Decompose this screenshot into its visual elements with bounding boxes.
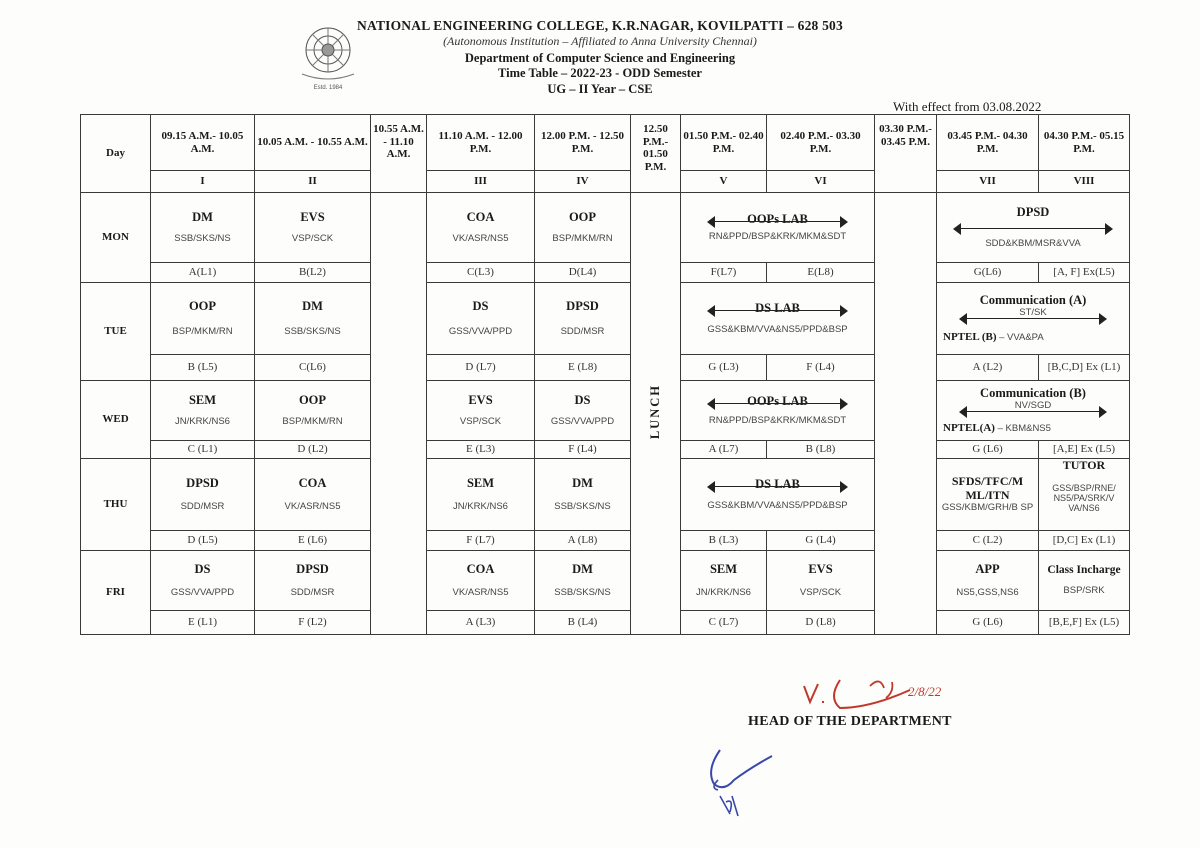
subject-cell: DPSD SDD/MSR	[151, 459, 255, 531]
lab-room: B (L8)	[767, 441, 875, 459]
period-number: II	[255, 171, 371, 193]
double-arrow-icon	[707, 216, 848, 228]
lab-room: G (L6)	[937, 611, 1039, 635]
period-number: III	[427, 171, 535, 193]
subject-cell: OOP BSP/MKM/RN	[535, 193, 631, 263]
lab-room: C(L3)	[427, 263, 535, 283]
lab-room: A(L1)	[151, 263, 255, 283]
subject-cell: DS GSS/VVA/PPD	[427, 283, 535, 355]
break-time: 03.30 P.M.- 03.45 P.M.	[875, 115, 937, 193]
slot-time: 12.00 P.M. - 12.50 P.M.	[535, 115, 631, 171]
subject-cell: COA VK/ASR/NS5	[255, 459, 371, 531]
subject-cell: TUTOR GSS/BSP/RNE/ NS5/PA/SRK/V VA/NS6	[1039, 459, 1130, 531]
lab-room: G (L6)	[937, 441, 1039, 459]
timetable	[80, 114, 1130, 635]
slot-time: 10.05 A.M. - 10.55 A.M.	[255, 115, 371, 171]
lab-cell: OOPs LAB RN&PPD/BSP&KRK/MKM&SDT	[681, 193, 875, 263]
slot-time: 03.45 P.M.- 04.30 P.M.	[937, 115, 1039, 171]
lab-room: [B,E,F] Ex (L5)	[1039, 611, 1130, 635]
lab-room: D(L4)	[535, 263, 631, 283]
day-header: Day	[81, 115, 151, 193]
lab-room: [B,C,D] Ex (L1)	[1039, 355, 1130, 381]
lunch-time: 12.50 P.M.- 01.50 P.M.	[631, 115, 681, 193]
lab-room: F (L4)	[535, 441, 631, 459]
class-name: UG – II Year – CSE	[547, 82, 653, 96]
head-of-department-label: HEAD OF THE DEPARTMENT	[748, 714, 952, 729]
subject-cell: OOP BSP/MKM/RN	[151, 283, 255, 355]
lab-room: E (L1)	[151, 611, 255, 635]
double-arrow-icon	[953, 223, 1113, 235]
lab-room: F(L7)	[681, 263, 767, 283]
subject-cell: EVS VSP/SCK	[255, 193, 371, 263]
table-row	[81, 193, 1130, 263]
subject-cell: COA VK/ASR/NS5	[427, 551, 535, 611]
subject-cell: DM SSB/SKS/NS	[535, 551, 631, 611]
lab-room: G (L3)	[681, 355, 767, 381]
table-row	[81, 263, 1130, 283]
table-row	[81, 459, 1130, 531]
period-number: VIII	[1039, 171, 1130, 193]
lab-cell: Communication (B) NV/SGD NPTEL(A) – KBM&NS5	[937, 381, 1130, 441]
lab-room: F (L2)	[255, 611, 371, 635]
lab-room: B (L5)	[151, 355, 255, 381]
subject-cell: DS GSS/VVA/PPD	[535, 381, 631, 441]
period-number: V	[681, 171, 767, 193]
lab-room: F (L4)	[767, 355, 875, 381]
subject-cell: DPSD SDD/MSR	[255, 551, 371, 611]
table-row	[81, 355, 1130, 381]
subject-cell: EVS VSP/SCK	[427, 381, 535, 441]
day-label: TUE	[81, 283, 151, 381]
lab-cell: OOPs LAB RN&PPD/BSP&KRK/MKM&SDT	[681, 381, 875, 441]
lab-room: A (L7)	[681, 441, 767, 459]
table-row	[81, 551, 1130, 611]
period-row	[81, 171, 1130, 193]
period-number: VII	[937, 171, 1039, 193]
lab-room: C(L6)	[255, 355, 371, 381]
timetable-title: Time Table – 2022-23 - ODD Semester	[498, 66, 702, 80]
subject-cell: DS GSS/VVA/PPD	[151, 551, 255, 611]
college-name: NATIONAL ENGINEERING COLLEGE, K.R.NAGAR, KOVILPATTI – 628 503	[357, 18, 843, 33]
hod-signature	[800, 668, 980, 718]
header-row	[81, 115, 1130, 171]
lab-room: B (L3)	[681, 531, 767, 551]
logo-estd-text: Estd. 1984	[313, 85, 343, 91]
break-column	[875, 193, 937, 635]
table-row	[81, 283, 1130, 355]
lab-room: D (L2)	[255, 441, 371, 459]
subject-cell: SEM JN/KRK/NS6	[681, 551, 767, 611]
lunch-column	[631, 193, 681, 635]
period-number: I	[151, 171, 255, 193]
table-row	[81, 441, 1130, 459]
subject-cell: APP NS5,GSS,NS6	[937, 551, 1039, 611]
svg-text:2/8/22: 2/8/22	[908, 684, 942, 699]
double-arrow-icon	[959, 313, 1107, 325]
day-label: FRI	[81, 551, 151, 635]
subject-cell: Class Incharge BSP/SRK	[1039, 551, 1130, 611]
lab-room: E (L6)	[255, 531, 371, 551]
lab-room: [A,E] Ex (L5)	[1039, 441, 1130, 459]
lab-cell: DS LAB GSS&KBM/VVA&NS5/PPD&BSP	[681, 459, 875, 531]
table-row	[81, 611, 1130, 635]
affiliation-line: (Autonomous Institution – Affiliated to Anna University Chennai)	[443, 34, 757, 48]
table-row	[81, 381, 1130, 441]
lab-room: A (L3)	[427, 611, 535, 635]
subject-cell: EVS VSP/SCK	[767, 551, 875, 611]
subject-cell: DM SSB/SKS/NS	[151, 193, 255, 263]
subject-cell: SEM JN/KRK/NS6	[151, 381, 255, 441]
lab-room: G (L4)	[767, 531, 875, 551]
lab-room: B(L2)	[255, 263, 371, 283]
period-number: VI	[767, 171, 875, 193]
lab-room: D (L8)	[767, 611, 875, 635]
lab-room: A (L8)	[535, 531, 631, 551]
subject-cell: DM SSB/SKS/NS	[535, 459, 631, 531]
lab-room: C (L2)	[937, 531, 1039, 551]
department-name: Department of Computer Science and Engineering	[464, 51, 736, 65]
lab-room: E (L3)	[427, 441, 535, 459]
lab-room: B (L4)	[535, 611, 631, 635]
slot-time: 04.30 P.M.- 05.15 P.M.	[1039, 115, 1130, 171]
lab-room: E (L8)	[535, 355, 631, 381]
subject-cell: OOP BSP/MKM/RN	[255, 381, 371, 441]
lab-room: A (L2)	[937, 355, 1039, 381]
slot-time: 09.15 A.M.- 10.05 A.M.	[151, 115, 255, 171]
lab-room: E(L8)	[767, 263, 875, 283]
day-label: THU	[81, 459, 151, 551]
lab-cell: Communication (A) ST/SK NPTEL (B) – VVA&PA	[937, 283, 1130, 355]
slot-time: 02.40 P.M.- 03.30 P.M.	[767, 115, 875, 171]
lab-room: [D,C] Ex (L1)	[1039, 531, 1130, 551]
lab-room: C (L1)	[151, 441, 255, 459]
subject-cell: SEM JN/KRK/NS6	[427, 459, 535, 531]
subject-cell: SFDS/TFC/M ML/ITN GSS/KBM/GRH/B SP	[937, 459, 1039, 531]
break-time: 10.55 A.M. - 11.10 A.M.	[371, 115, 427, 193]
lab-room: D (L5)	[151, 531, 255, 551]
lab-room: C (L7)	[681, 611, 767, 635]
day-label: MON	[81, 193, 151, 283]
lab-cell: DS LAB GSS&KBM/VVA&NS5/PPD&BSP	[681, 283, 875, 355]
subject-cell: DPSD SDD/MSR	[535, 283, 631, 355]
double-arrow-icon	[707, 305, 848, 317]
lab-room: D (L7)	[427, 355, 535, 381]
day-label: WED	[81, 381, 151, 459]
lunch-label: LUNCH	[648, 384, 663, 440]
lab-cell: DPSD SDD&KBM/MSR&VVA	[937, 193, 1130, 263]
slot-time: 11.10 A.M. - 12.00 P.M.	[427, 115, 535, 171]
lab-room: [A, F] Ex(L5)	[1039, 263, 1130, 283]
double-arrow-icon	[707, 481, 848, 493]
lab-room: G(L6)	[937, 263, 1039, 283]
slot-time: 01.50 P.M.- 02.40 P.M.	[681, 115, 767, 171]
double-arrow-icon	[959, 406, 1107, 418]
lab-room: F (L7)	[427, 531, 535, 551]
period-number: IV	[535, 171, 631, 193]
break-column	[371, 193, 427, 635]
secondary-signature	[700, 740, 780, 822]
subject-cell: COA VK/ASR/NS5	[427, 193, 535, 263]
subject-cell: DM SSB/SKS/NS	[255, 283, 371, 355]
double-arrow-icon	[707, 398, 848, 410]
effective-date: With effect from 03.08.2022	[893, 99, 1042, 114]
table-row	[81, 531, 1130, 551]
